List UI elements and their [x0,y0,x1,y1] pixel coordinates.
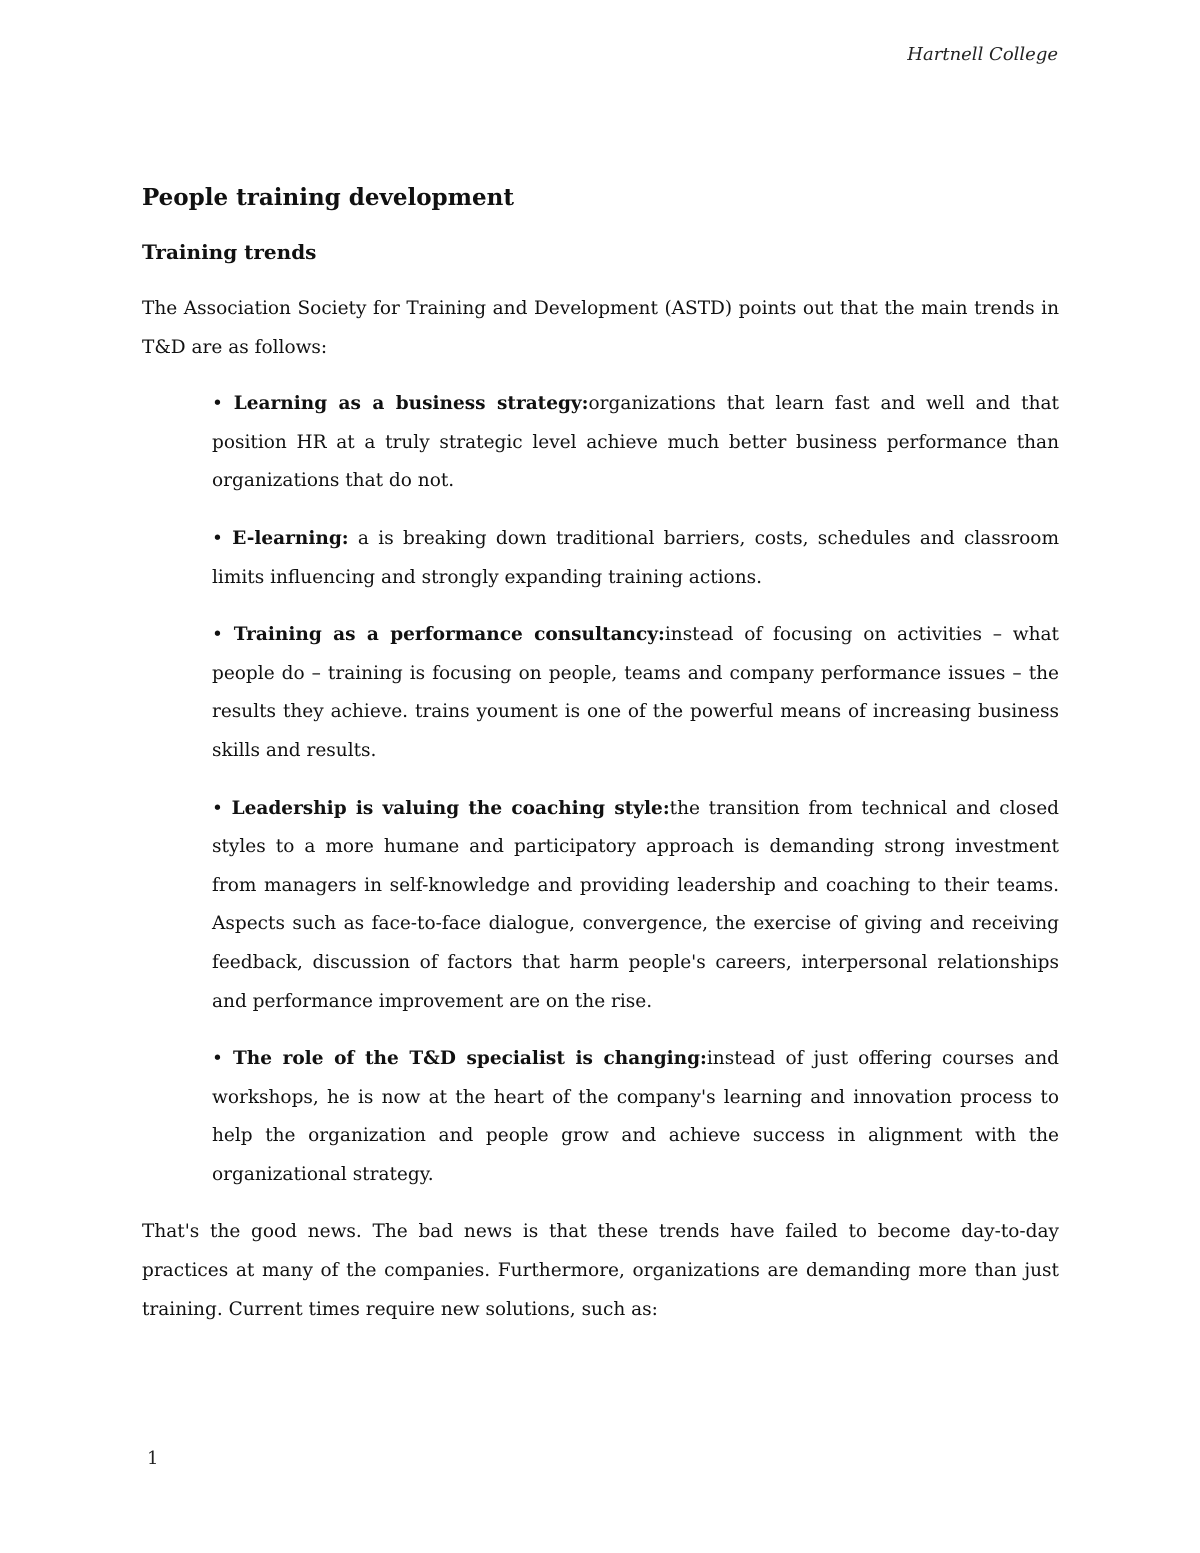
list-item [212,1040,1059,1194]
document-body [142,178,1059,1329]
intro-paragraph: The Association Society for Training and Development (ASTD) points out that the main trends in T&D are as follows: [142,298,1059,358]
bullet-label: Learning as a business strategy: [233,393,589,415]
bullet-icon: • [212,393,223,415]
bullet-icon: • [212,624,223,646]
bullet-text: the transition from technical and closed styles to a more humane and participatory approach is demanding strong investment from managers in self-knowledge and providing leadership and coaching to their teams. Aspects such as face-to-face dialogue, convergence, the exercise of giving and receiving feedback, discussion of factors that harm people's careers, interpersonal relationships and performance improvement are on the rise. [212,797,1059,1012]
list-item [212,385,1059,501]
list-item [212,520,1059,597]
bullet-label: The role of the T&D specialist is changing: [232,1048,707,1070]
bullet-label: Leadership is valuing the coaching style: [231,797,670,819]
section-heading: Training trends [142,240,317,264]
bullet-icon: • [212,527,223,549]
list-item [212,790,1059,1022]
bullet-text: a is breaking down traditional barriers, costs, schedules and classroom limits influencing and strongly expanding training actions. [212,527,1059,588]
bullet-text: instead of just offering courses and workshops, he is now at the heart of the company's learning and innovation process to help the organization and people grow and achieve success in alignment with the organizational strategy. [212,1048,1060,1185]
bullet-icon: • [212,797,223,819]
bullet-icon: • [212,1048,223,1070]
closing-paragraph: That's the good news. The bad news is that these trends have failed to become day-to-day practices at many of the companies. Furthermore, organizations are demanding more than just training. Current times require new solutions, such as: [142,1221,1059,1320]
page-header: Hartnell College [907,44,1058,65]
bullet-text: organizations that learn fast and well and that position HR at a truly strategic level achieve much better business performance than organizations that do not. [212,393,1059,492]
trends-list [142,385,1059,1194]
bullet-label: E-learning: [232,527,349,549]
bullet-label: Training as a performance consultancy: [233,624,665,646]
bullet-text: instead of focusing on activities – what people do – training is focusing on people, teams and company performance issues – the results they achieve. trains youment is one of the powerful means of increasing business skills and results. [212,624,1059,761]
page-number: 1 [147,1448,159,1469]
document-title: People training development [142,184,514,211]
list-item [212,616,1059,770]
